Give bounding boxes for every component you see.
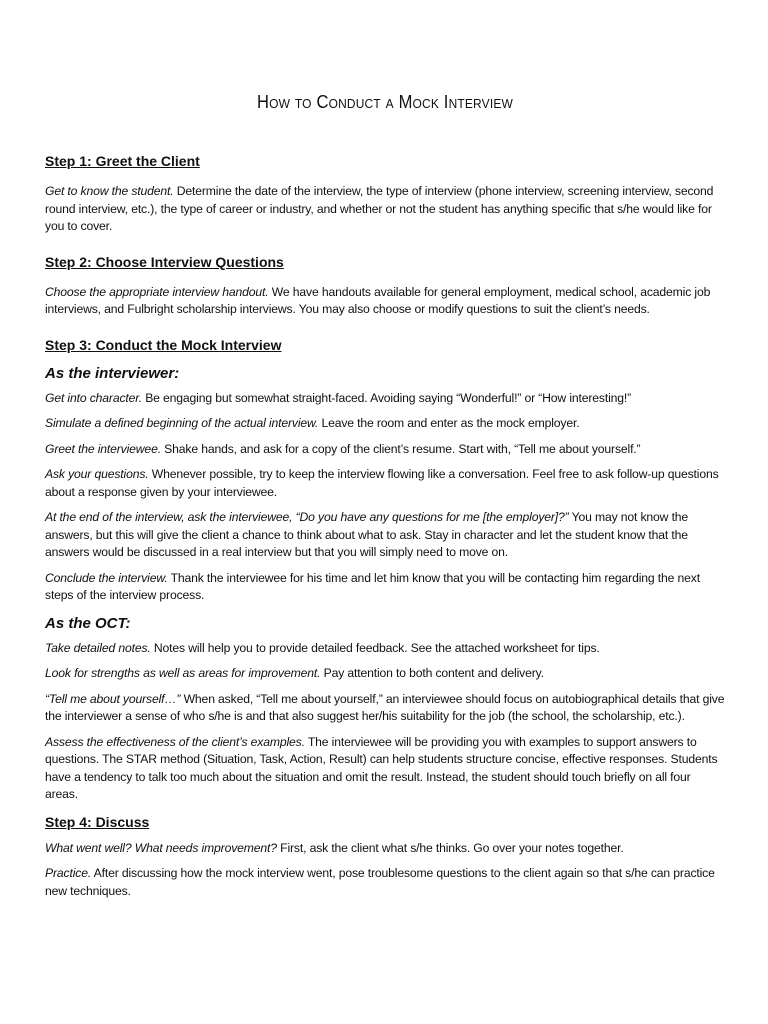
interviewer-item-lead: Simulate a defined beginning of the actual interview. [45, 416, 319, 430]
oct-item [45, 734, 725, 804]
step1-heading: Step 1: Greet the Client [45, 153, 200, 169]
interviewer-item-text: Leave the room and enter as the mock employer. [318, 416, 580, 430]
oct-item [45, 640, 725, 658]
oct-item [45, 665, 725, 683]
step2-lead: Choose the appropriate interview handout. [45, 284, 269, 299]
interviewer-item-lead: At the end of the interview, ask the interviewee, “Do you have any questions for me [the employer]?” [45, 510, 569, 524]
interviewer-item-text: Be engaging but somewhat straight-faced. Avoiding saying “Wonderful!” or “How interesting!” [141, 390, 632, 405]
interviewer-item-lead: Ask your questions. [45, 467, 149, 481]
oct-heading: As the OCT: [45, 614, 131, 632]
step4-heading: Step 4: Discuss [45, 813, 150, 830]
oct-item-text: Notes will help you to provide detailed feedback. See the attached worksheet for tips. [150, 640, 600, 655]
step1-lead: Get to know the student. [45, 184, 174, 198]
document-page [45, 92, 725, 908]
oct-item-lead: Assess the effectiveness of the client’s examples. [45, 734, 305, 749]
interviewer-heading: As the interviewer: [45, 364, 180, 382]
interviewer-item [45, 570, 725, 605]
document-title: How to Conduct a Mock Interview [257, 92, 513, 112]
oct-item-text: The interviewee will be providing you with examples to support answers to questions. The STAR method (Situation, Task, Action, Result) can help students structure concise, effective responses. Students have a tendency to talk too much about the situation and omit the result. Instead, the student should touch briefly on all four areas. [45, 734, 718, 801]
oct-item [45, 691, 725, 726]
discuss-item [45, 865, 725, 900]
discuss-item-text: After discussing how the mock interview went, pose troublesome questions to the client again so that s/he can practice new techniques. [45, 866, 715, 898]
discuss-item-lead: What went well? What needs improvement? [45, 840, 277, 855]
interviewer-item-text: You may not know the answers, but this will give the client a chance to think about what to ask. Stay in character and let the student know that the answers would be discussed in a real interview but that you will simply need to move on. [45, 510, 689, 559]
discuss-item-text: First, ask the client what s/he thinks. Go over your notes together. [276, 840, 624, 855]
step1-paragraph [45, 183, 725, 236]
oct-item-text: Pay attention to both content and delivery. [320, 666, 544, 680]
interviewer-item [45, 390, 725, 408]
interviewer-item [45, 509, 725, 562]
discuss-item-lead: Practice. [45, 866, 92, 880]
step1-text: Determine the date of the interview, the type of interview (phone interview, screening interview, second round interview, etc.), the type of career or industry, and whether or not the student has anything specific that s/he would like for you to cover. [45, 184, 714, 233]
oct-item-lead: Take detailed notes. [45, 640, 151, 655]
oct-item-lead: Look for strengths as well as areas for improvement. [45, 666, 321, 680]
interviewer-item [45, 466, 725, 501]
interviewer-item-text: Shake hands, and ask for a copy of the client’s resume. Start with, “Tell me about yourself.” [160, 441, 641, 456]
interviewer-item-lead: Greet the interviewee. [45, 441, 161, 456]
step3-heading: Step 3: Conduct the Mock Interview [45, 336, 282, 353]
step2-paragraph [45, 284, 725, 319]
interviewer-item-lead: Conclude the interview. [45, 570, 168, 585]
interviewer-item-text: Thank the interviewee for his time and let him know that you will be contacting him regarding the next steps of the interview process. [45, 570, 700, 602]
oct-item-lead: “Tell me about yourself…” [45, 691, 181, 706]
step2-heading: Step 2: Choose Interview Questions [45, 253, 284, 270]
interviewer-item [45, 441, 725, 459]
interviewer-item-text: Whenever possible, try to keep the interview flowing like a conversation. Feel free to ask follow-up questions about a response given by your interviewee. [45, 467, 719, 499]
interviewer-item [45, 415, 725, 433]
step2-text: We have handouts available for general employment, medical school, academic job interviews, and Fulbright scholarship interviews. You may also choose or modify questions to suit the client’s needs. [45, 284, 711, 316]
oct-item-text: When asked, “Tell me about yourself,” an interviewee should focus on autobiographical details that give the interviewer a sense of who s/he is and that also suggest her/his suitability for the job (the school, the scholarship, etc.). [45, 691, 725, 723]
interviewer-item-lead: Get into character. [45, 390, 142, 405]
discuss-item [45, 840, 725, 858]
